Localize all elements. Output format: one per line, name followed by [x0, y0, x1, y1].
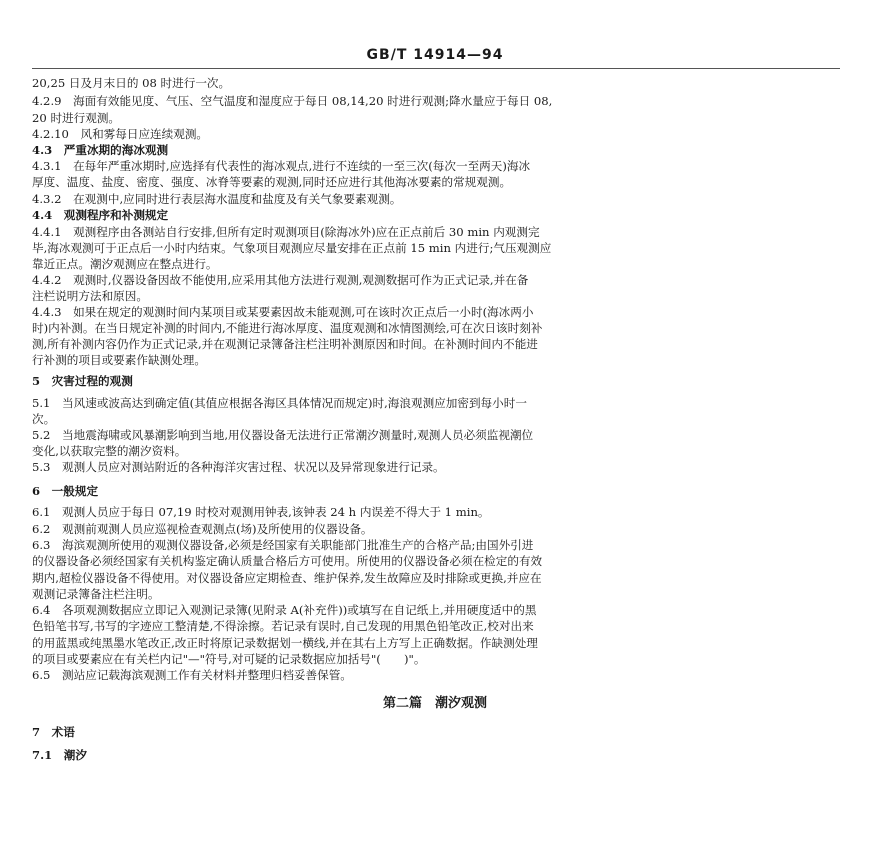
standard-header: GB/T 14914—94: [366, 47, 504, 63]
text-line: 4.4.2 观测时,仪器设备因故不能使用,应采用其他方法进行观测,观测数据可作为正式记录,并在备: [32, 273, 529, 287]
section-heading: 6 一般规定: [32, 484, 99, 498]
part-title: 第二篇 潮汐观测: [382, 696, 487, 711]
text-line: 的项目或要素应在有关栏内记"—"符号,对可疑的记录数据应加括号"( )"。: [32, 652, 426, 666]
text-line: 时)内补测。在当日规定补测的时间内,不能进行海冰厚度、温度观测和冰情图测绘,可在次日该时刻补: [32, 321, 543, 335]
text-line: 行补测的项目或要素作缺测处理。: [32, 353, 206, 367]
text-line: 厚度、温度、盐度、密度、强度、冰脊等要素的观测,同时还应进行其他海冰要素的常规观测。: [32, 175, 512, 189]
text-line: 6.4 各项观测数据应立即记入观测记录簿(见附录 A(补充件))或填写在自记纸上,并用硬度适中的黑: [32, 603, 537, 617]
text-line: 观测记录簿备注栏注明。: [32, 587, 160, 601]
text-line: 色铅笔书写,书写的字迹应工整清楚,不得涂擦。若记录有误时,自己发现的用黑色铅笔改正,校对出来: [32, 619, 534, 633]
section-heading: 4.4 观测程序和补测规定: [32, 208, 169, 222]
text-line: 4.4.3 如果在规定的观测时间内某项目或某要素因故未能观测,可在该时次正点后一小时(海冰两小: [32, 305, 534, 319]
text-line: 次。: [32, 412, 56, 426]
section-heading: 5 灾害过程的观测: [32, 374, 133, 388]
text-line: 5.3 观测人员应对测站附近的各种海洋灾害过程、状况以及异常现象进行记录。: [32, 460, 445, 474]
text-line: 4.3.2 在观测中,应同时进行表层海水温度和盐度及有关气象要素观测。: [32, 192, 402, 206]
section-heading: 7.1 潮汐: [32, 748, 87, 762]
section-heading: 7 术语: [32, 725, 75, 739]
text-line: 靠近正点。潮汐观测应在整点进行。: [32, 257, 218, 271]
text-line: 20,25 日及月末日的 08 时进行一次。: [32, 76, 231, 90]
header-rule: [32, 68, 840, 69]
section-heading: 4.3 严重冰期的海冰观测: [32, 143, 169, 157]
text-line: 4.2.9 海面有效能见度、气压、空气温度和湿度应于每日 08,14,20 时进行观测;降水量应于每日 08,: [32, 94, 553, 108]
text-line: 5.2 当地震海啸或风暴潮影响到当地,用仪器设备无法进行正常潮汐测量时,观测人员必须监视潮位: [32, 428, 534, 442]
text-line: 6.3 海滨观测所使用的观测仪器设备,必须是经国家有关职能部门批准生产的合格产品;由国外引进: [32, 538, 534, 552]
text-line: 4.4.1 观测程序由各测站自行安排,但所有定时观测项目(除海冰外)应在正点前后 30 min 内观测完: [32, 225, 540, 239]
text-line: 6.5 测站应记载海滨观测工作有关材料并整理归档妥善保管。: [32, 668, 352, 682]
text-line: 期内,超检仪器设备不得使用。对仪器设备应定期检查、维护保养,发生故障应及时排除或更换,并应在: [32, 571, 542, 585]
text-line: 20 时进行观测。: [32, 111, 121, 125]
text-line: 6.1 观测人员应于每日 07,19 时校对观测用钟表,该钟表 24 h 内误差不得大于 1 min。: [32, 505, 490, 519]
text-line: 4.3.1 在每年严重冰期时,应选择有代表性的海冰观点,进行不连续的一至三次(每次一至两天)海冰: [32, 159, 531, 173]
text-line: 毕,海冰观测可于正点后一小时内结束。气象项目观测应尽量安排在正点前 15 min 内进行;气压观测应: [32, 241, 552, 255]
text-line: 变化,以获取完整的潮汐资料。: [32, 444, 187, 458]
text-line: 4.2.10 风和雾每日应连续观测。: [32, 127, 209, 141]
text-line: 6.2 观测前观测人员应巡视检查观测点(场)及所使用的仪器设备。: [32, 522, 373, 536]
text-line: 测,所有补测内容仍作为正式记录,并在观测记录簿备注栏注明补测原因和时间。在补测时间内不能进: [32, 337, 538, 351]
text-line: 的用蓝黑或纯黑墨水笔改正,改正时将原记录数据划一横线,并在其右上方写上正确数据。作缺测处理: [32, 636, 538, 650]
text-line: 的仪器设备必须经国家有关机构鉴定确认质量合格后方可使用。所使用的仪器设备必须在检定的有效: [32, 554, 543, 568]
text-line: 5.1 当风速或波高达到确定值(其值应根据各海区具体情况而规定)时,海浪观测应加密到每小时一: [32, 396, 527, 410]
text-line: 注栏说明方法和原因。: [32, 289, 148, 303]
